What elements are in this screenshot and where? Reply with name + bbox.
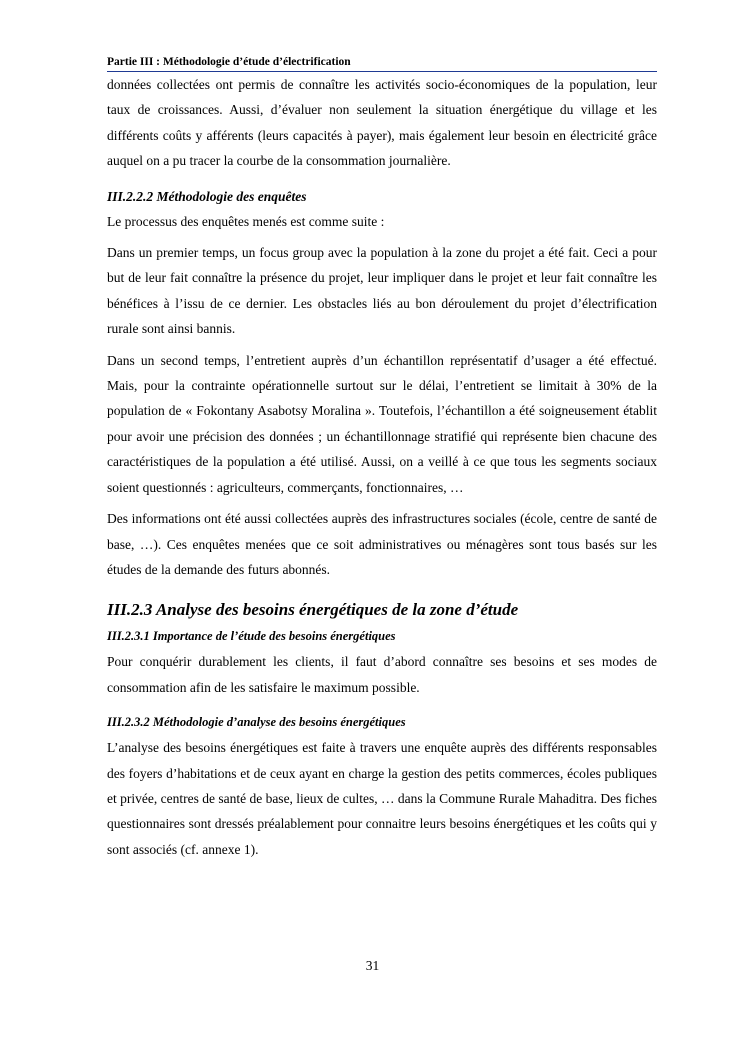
page-number: 31 — [365, 958, 380, 973]
paragraph-focus-group: Dans un premier temps, un focus group avec la population à la zone du projet a été fait. Ceci a pour but de leur fait connaître la présence du projet, leur impliquer dans le projet et leur fait connaître les bénéfices à l’issu de ce dernier. Les obstacles liés au bon déroulement du projet d’électrification rurale sont ainsi bannis. — [107, 245, 657, 337]
paragraph-social-infrastructure: Des informations ont été aussi collectées auprès des infrastructures sociales (école, centre de santé de base, …). Ces enquêtes menées que ce soit administratives ou ménagères sont tous basés sur les études de la demande des futurs abonnés. — [107, 511, 657, 577]
heading-energy-needs-analysis: III.2.3 Analyse des besoins énergétiques de la zone d’étude — [107, 600, 519, 620]
paragraph-energy-survey: L’analyse des besoins énergétiques est faite à travers une enquête auprès des différents responsables des foyers d’habitations et de ceux ayant en charge la gestion des petits commerces, écoles publiques et privée, centres de santé de base, lieux de cultes, … dans la Commune Rurale Mahaditra. Des fiches questionnaires sont dressés préalablement pour connaitre leurs besoins énergétiques et les coûts qui y sont associés (cf. annexe 1). — [107, 740, 657, 857]
paragraph-interview-sample: Dans un second temps, l’entretient auprès d’un échantillon représentatif d’usager a été effectué. Mais, pour la contrainte opérationnelle surtout sur le délai, l’entretient se limitait à 30% de la population de « Fokontany Asabotsy Moralina ». Toutefois, l’échantillon a été soigneusement établit pour avoir une précision des données ; un échantillonnage stratifié qui représente bien chacune des caractéristiques de la population a été utilisé. Aussi, on a veillé à ce que tous les segments sociaux soient questionnés : agriculteurs, commerçants, fonctionnaires, … — [107, 352, 657, 495]
heading-energy-needs-methodology: III.2.3.2 Méthodologie d’analyse des besoins énergétiques — [107, 715, 406, 730]
paragraph-customer-needs: Pour conquérir durablement les clients, il faut d’abord connaître ses besoins et ses modes de consommation afin de les satisfaire le maximum possible. — [107, 654, 657, 695]
page-content — [107, 54, 657, 862]
heading-survey-methodology: III.2.2.2 Méthodologie des enquêtes — [107, 188, 307, 204]
paragraph-survey-process: Le processus des enquêtes menés est comme suite : — [107, 213, 385, 229]
paragraph-data-collection: données collectées ont permis de connaître les activités socio-économiques de la population, leur taux de croissances. Aussi, d’évaluer non seulement la situation énergétique du village et les différents coûts y afférents (leurs capacités à payer), mais également leur besoin en électricité grâce auquel on a pu tracer la courbe de la consommation journalière. — [107, 77, 657, 169]
heading-energy-needs-importance: III.2.3.1 Importance de l’étude des besoins énergétiques — [107, 629, 396, 644]
running-header: Partie III : Méthodologie d’étude d’électrification — [107, 54, 657, 72]
